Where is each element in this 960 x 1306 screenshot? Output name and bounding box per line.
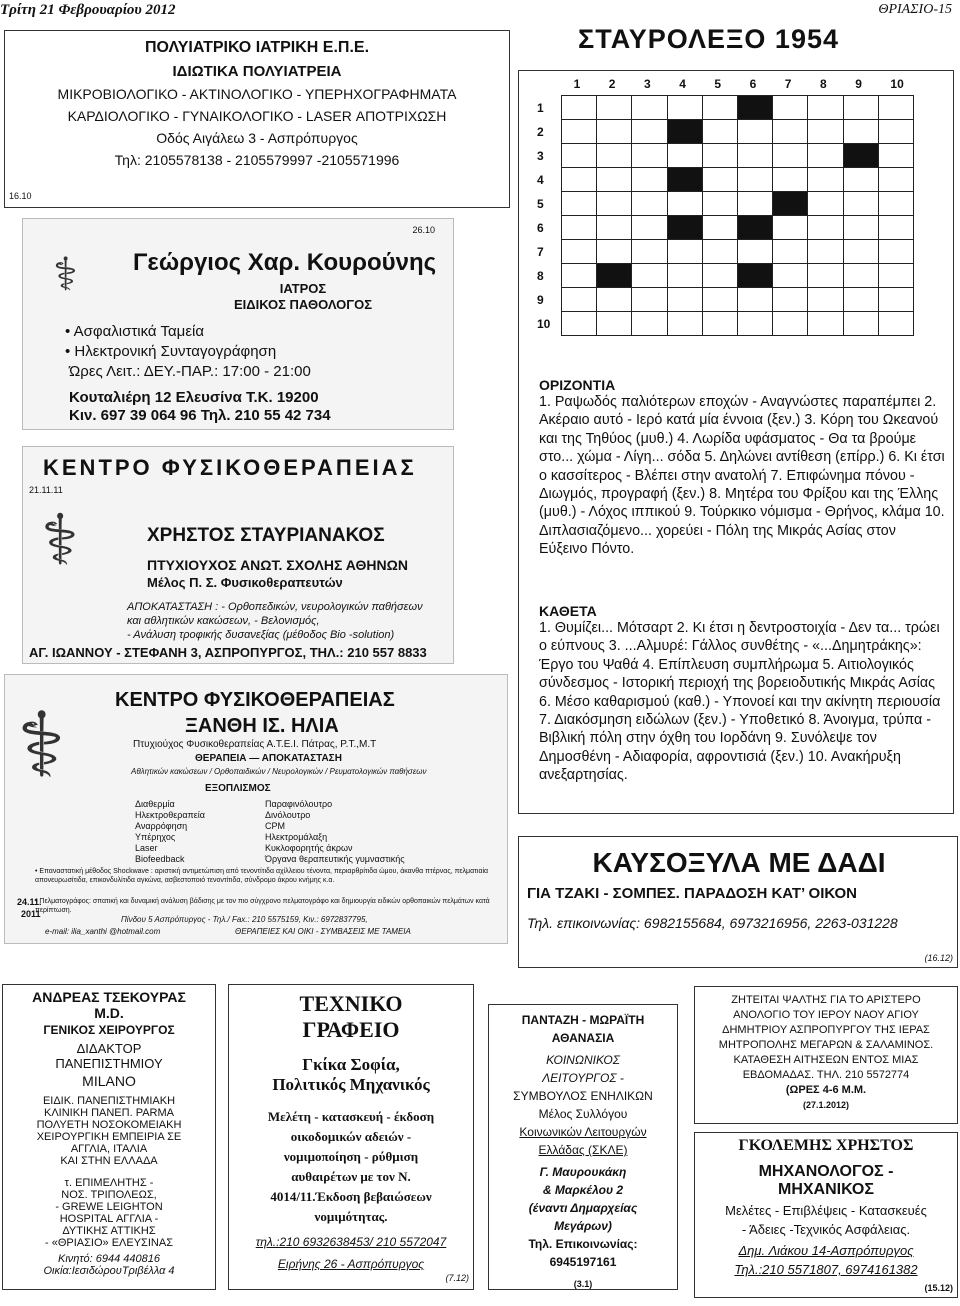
page-label: ΘΡΙΑΣΙΟ-15: [878, 2, 952, 17]
crossword-black-cell: [737, 263, 773, 288]
row-number: 7: [537, 245, 544, 259]
ad-heading: ΚΕΝΤΡΟ ΦΥΣΙΚΟΘΕΡΑΠΕΙΑΣ: [115, 689, 395, 711]
ad-subtitle: ΓΙΑ ΤΖΑΚΙ - ΣΟΜΠΕΣ. ΠΑΡΑΔΟΣΗ ΚΑΤ’ ΟΙΚΟΝ: [527, 885, 858, 902]
crossword-black-cell: [843, 143, 879, 168]
ad-line: ΔΥΤΙΚΗΣ ΑΤΤΙΚΗΣ: [62, 1225, 156, 1237]
crossword-cell: [667, 95, 703, 120]
crossword-cell: [772, 215, 808, 240]
crossword-cell: [561, 191, 597, 216]
ad-line: ΣΥΜΒΟΥΛΟΣ ΕΝΗΛΙΚΩΝ: [513, 1089, 653, 1103]
ad-line: ΔΗΜΗΤΡΙΟΥ ΑΣΠΡΟΠΥΡΓΟΥ ΤΗΣ ΙΕΡΑΣ: [722, 1024, 930, 1036]
crossword-cell: [772, 311, 808, 336]
crossword-cell: [737, 119, 773, 144]
ad-address: Οδός Αιγάλεω 3 - Ασπρόπυργος: [156, 130, 358, 146]
ad-address: Δημ. Λιάκου 14-Ασπρόπυργος: [738, 1243, 914, 1258]
crossword-cell: [878, 143, 914, 168]
caduceus-icon: ⚕: [41, 499, 79, 581]
crossword-cell: [596, 119, 632, 144]
therapist-member: Μέλος Π. Σ. Φυσικοθεραπευτών: [147, 575, 343, 590]
ad-line: ΔΙΔΑΚΤΟΡ: [76, 1041, 142, 1056]
crossword-cell: [843, 215, 879, 240]
crossword-cell: [807, 95, 843, 120]
crossword-cell: [631, 167, 667, 192]
ad-address: (έναντι Δημαρχείας: [528, 1201, 638, 1215]
column-number: 10: [890, 77, 904, 91]
equipment-item: Biofeedback: [135, 854, 185, 864]
ad-phones: 6945197161: [549, 1255, 617, 1269]
crossword-cell: [631, 191, 667, 216]
ad-line: MILANO: [82, 1073, 136, 1089]
ad-code: 2011: [21, 909, 41, 919]
crossword-cell: [631, 215, 667, 240]
ad-phones: τηλ.:210 6932638453/ 210 5572047: [255, 1235, 447, 1249]
ad-mobile: Κινητό: 6944 440816: [58, 1253, 160, 1265]
ad-line: (ΩΡΕΣ 4-6 Μ.Μ.: [785, 1084, 867, 1096]
crossword-black-cell: [737, 215, 773, 240]
ad-slogan: ΘΕΡΑΠΕΙΕΣ ΚΑΙ ΟΙΚΙ - ΣΥΜΒΑΣΕΙΣ ΜΕ ΤΑΜΕΙΑ: [235, 927, 411, 936]
crossword-cell: [878, 191, 914, 216]
equipment-item: Κυκλοφορητής άκρων: [265, 843, 353, 853]
equipment-item: Δινόλουτρο: [265, 810, 311, 820]
ad-line: Ελλάδας (ΣΚΛΕ): [538, 1143, 628, 1157]
ad-psaltis: [694, 986, 958, 1124]
crossword-cell: [631, 239, 667, 264]
crossword-cell: [631, 263, 667, 288]
crossword-cell: [667, 311, 703, 336]
ad-email: e-mail: ilia_xanthi @hotmail.com: [45, 927, 161, 936]
row-number: 5: [537, 197, 544, 211]
ad-line: Μελέτη - κατασκευή - έκδοση: [267, 1109, 435, 1124]
crossword-cell: [843, 239, 879, 264]
engineer-title: ΜΗΧΑΝΙΚΟΣ: [778, 1181, 874, 1198]
crossword-cell: [878, 119, 914, 144]
crossword-cell: [807, 263, 843, 288]
crossword-cell: [596, 191, 632, 216]
ad-note: • Πελματογράφος: σπατική και δυναμική ανάλυση βάδισης με τον πιο σύγχρονο πελματογράφο και δημιουργία ειδικών ορθοπαικών πελμάτων κατά περίπτωση.: [35, 898, 490, 914]
clues-heading: ΚΑΘΕΤΑ: [539, 603, 597, 619]
ad-heading: ΚΕΝΤΡΟ ΦΥΣΙΚΟΘΕΡΑΠΕΙΑΣ: [43, 455, 417, 480]
ad-address: Γ. Μαυρουκάκη: [539, 1165, 627, 1179]
crossword-cell: [843, 191, 879, 216]
ad-title: ΚΑΥΣΟΞΥΛΑ ΜΕ ΔΑΔΙ: [592, 847, 886, 878]
row-number: 3: [537, 149, 544, 163]
caduceus-icon: ⚕: [17, 693, 66, 798]
ad-therapy: ΘΕΡΑΠΕΙΑ — ΑΠΟΚΑΤΑΣΤΑΣΗ: [195, 753, 342, 764]
ad-phones: Τηλ. επικοινωνίας: 6982155684, 6973216956, 2263-031228: [527, 915, 898, 931]
column-number: 8: [820, 77, 827, 91]
clues-text: 1. Θυμίζει... Μότσαρτ 2. Κι έτσι η δεντροστοιχία - Δεν τα... τρώει ο εύπνους 3. ...Αλμυρέ: Γάλλος συνθέτης - «...Δημητράκης»: Έργο του Ψαθά 4. Επίπλευση συμπλήρωμα 5. Αιτιολογικός σύνδεσμος - Ιστορική περιοχή της βορειοδυτικής Μικράς Ασίας 6. Μέσο καθαρισμού (καθ.) - Υπονοεί και την ακίνητη περιουσία 7. Διακόσμηση ειδώλων (ξεν.) - Υποθετικό 8. Άνοιγμα, τρύπα - Βιβλική πόλη στην όχθη του Ιορδάνη 9. Συνόλεψε τον Δημοσθένη - Αδιαφορία, αφροντισιά (ξεν.) 10. Ανακήρυξη ανεξαρτησίας.: [539, 620, 941, 784]
doctor-name: ΑΝΔΡΕΑΣ ΤΣΕΚΟΥΡΑΣ: [32, 989, 186, 1005]
crossword-cell: [878, 167, 914, 192]
ad-address: Κουταλιέρη 12 Ελευσίνα Τ.Κ. 19200: [69, 389, 319, 406]
equipment-item: Υπέρηχος: [135, 832, 176, 842]
ad-line: ΑΝΟΛΟΓΙΟ ΤΟΥ ΙΕΡΟΥ ΝΑΟΥ ΑΓΙΟΥ: [733, 1009, 919, 1021]
crossword-cell: [807, 239, 843, 264]
crossword-cell: [772, 239, 808, 264]
ad-line: ΕΒΔΟΜΑΔΑΣ. ΤΗΛ. 210 5572774: [742, 1069, 910, 1081]
crossword-cell: [737, 167, 773, 192]
engineer-name: ΓΚΟΛΕΜΗΣ ΧΡΗΣΤΟΣ: [738, 1137, 914, 1154]
crossword-cell: [737, 311, 773, 336]
crossword-grid: [519, 71, 955, 367]
crossword-cell: [596, 239, 632, 264]
ad-polyiatriko: [4, 30, 510, 208]
therapist-degree: Πτυχιούχος Φυσικοθεραπείας Α.Τ.Ε.Ι. Πάτρας, Ρ.Τ.,Μ.Τ: [133, 739, 377, 750]
column-number: 2: [608, 77, 616, 91]
ad-name: ΠΑΝΤΑΖΗ - ΜΩΡΑΪΤΗ: [521, 1013, 645, 1027]
crossword-cell: [843, 263, 879, 288]
ad-phones-label: Τηλ. Επικοινωνίας:: [528, 1237, 638, 1251]
equipment-left-list: [135, 799, 205, 865]
doctor-title: ΙΑΤΡΟΣ: [279, 281, 327, 296]
ad-code: (16.12): [924, 953, 953, 963]
ad-xanthi: [4, 674, 508, 944]
crossword-cell: [737, 239, 773, 264]
crossword-cell: [631, 95, 667, 120]
row-number: 9: [537, 293, 544, 307]
ad-name: ΑΘΑΝΑΣΙΑ: [551, 1031, 615, 1045]
crossword-cell: [878, 215, 914, 240]
crossword-cell: [631, 119, 667, 144]
engineer-name: Γκίκα Σοφία,: [302, 1055, 400, 1074]
ad-title: ΠΟΛΥΙΑΤΡΙΚΟ ΙΑΤΡΙΚΗ Ε.Π.Ε.: [144, 39, 370, 56]
crossword-cell: [596, 215, 632, 240]
crossword-cell: [807, 191, 843, 216]
ad-line: ΚΑΤΑΘΕΣΗ ΑΙΤΗΣΕΩΝ ΕΝΤΟΣ ΜΙΑΣ: [733, 1054, 919, 1066]
equipment-item: Παραφινόλουτρο: [265, 799, 333, 809]
crossword-cell: [772, 119, 808, 144]
ad-phones: Κιν. 697 39 064 96 Τηλ. 210 55 42 734: [69, 407, 331, 424]
crossword-cell: [737, 191, 773, 216]
crossword-black-cell: [667, 119, 703, 144]
crossword-cell: [561, 311, 597, 336]
crossword-black-cell: [737, 95, 773, 120]
engineer-title: ΜΗΧΑΝΟΛΟΓΟΣ -: [758, 1163, 894, 1180]
ad-bullet: • Ηλεκτρονική Συνταγογράφηση: [65, 343, 277, 360]
clues-horizontal: [539, 377, 945, 559]
doctor-degree: M.D.: [94, 1005, 124, 1021]
crossword-cell: [561, 167, 597, 192]
column-number: 5: [714, 77, 722, 91]
ad-line: ΚΛΙΝΙΚΗ ΠΑΝΕΠ. PARMA: [44, 1107, 174, 1119]
crossword-cell: [772, 287, 808, 312]
ad-line: ΧΕΙΡΟΥΡΓΙΚΗ ΕΜΠΕΙΡΙΑ ΣΕ: [36, 1131, 182, 1143]
ad-note: • Επαναστατική μέθοδος Shockwave : αριστική αντιμετώπιση από τενοντίτιδα αχίλλειου τένοντα, περιαρθρίτιδα ώμου, άκανθα πτέρνας, πελματιαία απονευρωσίτιδα, επικονδυλίτιδα αγκώνα, ασβεστοποιό τενοντίτιδα, σύνδρομο άκρου κνήμης κ.α.: [35, 868, 489, 884]
crossword-black-cell: [667, 215, 703, 240]
crossword-cell: [843, 95, 879, 120]
caduceus-icon: ⚕: [53, 247, 78, 301]
crossword-cell: [561, 143, 597, 168]
crossword-cell: [807, 119, 843, 144]
ad-line: νομιμότητας.: [314, 1209, 388, 1224]
clues-vertical: [539, 603, 945, 785]
doctor-specialty: ΓΕΝΙΚΟΣ ΧΕΙΡΟΥΡΓΟΣ: [43, 1023, 175, 1037]
crossword-cell: [702, 263, 738, 288]
crossword-cell: [772, 143, 808, 168]
doctor-name: Γεώργιος Χαρ. Κουρούνης: [133, 249, 437, 276]
ad-line: ΚΑΙ ΣΤΗΝ ΕΛΛΑΔΑ: [60, 1155, 158, 1167]
ad-home: Οικία:ΙεσιδώρουΤριβέλλα 4: [43, 1265, 175, 1277]
ad-title: ΓΡΑΦΕΙΟ: [302, 1017, 400, 1042]
crossword-black-cell: [596, 263, 632, 288]
ad-therapy-sub: Αθλητικών κακώσεων / Ορθοπαιδικών / Νευρολογικών / Ρευματολογικών παθήσεων: [131, 767, 427, 776]
ad-line: HOSPITAL ΑΓΓΛΙΑ -: [59, 1213, 159, 1225]
equipment-item: Διαθερμία: [135, 799, 175, 809]
ad-line: ΚΟΙΝΩΝΙΚΟΣ: [546, 1053, 620, 1067]
crossword-cell: [596, 287, 632, 312]
doctor-specialty: ΕΙΔΙΚΟΣ ΠΑΘΟΛΟΓΟΣ: [233, 297, 373, 312]
crossword-cell: [807, 167, 843, 192]
equipment-right-list: [265, 799, 405, 865]
equipment-item: Όργανα θεραπευτικής γυμναστικής: [265, 854, 405, 864]
crossword-cell: [702, 311, 738, 336]
equipment-item: Laser: [135, 843, 158, 853]
crossword-cell: [843, 167, 879, 192]
ad-code: 21.11.11: [29, 485, 63, 495]
crossword-cell: [772, 263, 808, 288]
crossword-cell: [878, 287, 914, 312]
ad-line: ΑΓΓΛΙΑ, ΙΤΑΛΙΑ: [70, 1143, 148, 1155]
ad-line: Μέλος Συλλόγου: [538, 1107, 628, 1121]
crossword-cell: [561, 287, 597, 312]
ad-line: ΜΗΤΡΟΠΟΛΗΣ ΜΕΓΑΡΩΝ & ΣΑΛΑΜΙΝΟΣ.: [718, 1039, 934, 1051]
ad-equipment-title: ΕΞΟΠΛΙΣΜΟΣ: [205, 783, 271, 794]
ad-address: ΑΓ. ΙΩΑΝΝΟΥ - ΣΤΕΦΑΝΗ 3, ΑΣΠΡΟΠΥΡΓΟΣ, ΤΗΛ.: 210 557 8833: [29, 645, 427, 660]
crossword-cell: [772, 167, 808, 192]
crossword-cell: [667, 263, 703, 288]
ad-address: Μεγάρων): [554, 1219, 612, 1233]
ad-code: (7.12): [445, 1273, 469, 1283]
row-number: 2: [537, 125, 544, 139]
crossword-cell: [667, 143, 703, 168]
ad-line: - GREWE LEIGHTON: [55, 1201, 163, 1213]
column-number: 9: [855, 77, 862, 91]
therapist-name: ΧΡΗΣΤΟΣ ΣΤΑΥΡΙΑΝΑΚΟΣ: [147, 525, 385, 546]
ad-line: αυθαιρέτων με τον Ν.: [291, 1169, 411, 1184]
clues-heading: ΟΡΙΖΟΝΤΙΑ: [539, 377, 616, 393]
ad-phones: Τηλ.:210 5571807, 6974161382: [734, 1262, 918, 1277]
crossword-cell: [737, 287, 773, 312]
crossword-cell: [807, 287, 843, 312]
crossword-cell: [702, 119, 738, 144]
ad-services: και αθλητικών κακώσεων, - Βελονισμός,: [127, 615, 320, 627]
crossword-cell: [561, 119, 597, 144]
column-number: 6: [749, 77, 757, 91]
crossword-cell: [807, 143, 843, 168]
ad-services: ΑΠΟΚΑΤΑΣΤΑΣΗ : - Ορθοπεδικών, νευρολογικών παθήσεων: [127, 601, 423, 613]
crossword-cell: [878, 95, 914, 120]
ad-code: (15.12): [924, 1283, 953, 1293]
ad-line: Μελέτες - Επιβλέψεις - Κατασκευές: [725, 1203, 927, 1218]
row-number: 4: [537, 173, 544, 187]
ad-kourounis: [22, 218, 454, 430]
crossword-cell: [702, 215, 738, 240]
ad-line: ΠΑΝΕΠΙΣΤΗΜΙΟΥ: [55, 1056, 163, 1071]
ad-subtitle: ΙΔΙΩΤΙΚΑ ΠΟΛΥΙΑΤΡΕΙΑ: [172, 63, 342, 80]
ad-line: οικοδομικών αδειών -: [290, 1129, 412, 1144]
crossword-cell: [878, 239, 914, 264]
crossword-black-cell: [772, 191, 808, 216]
column-number: 4: [679, 77, 686, 91]
crossword-cell: [561, 263, 597, 288]
ad-line: Κοινωνικών Λειτουργών: [519, 1125, 647, 1139]
column-number: 1: [573, 77, 581, 91]
crossword-cell: [878, 311, 914, 336]
ad-address: Ειρήνης 26 - Ασπρόπυργος: [277, 1257, 425, 1271]
therapist-name: ΞΑΝΘΗ ΙΣ. ΗΛΙΑ: [185, 715, 339, 737]
crossword-panel: [518, 70, 954, 814]
crossword-cell: [878, 263, 914, 288]
equipment-item: Αναρρόφηση: [135, 821, 188, 831]
ad-code: (27.1.2012): [802, 1100, 850, 1110]
engineer-title: Πολιτικός Μηχανικός: [272, 1075, 430, 1094]
crossword-cell: [631, 311, 667, 336]
crossword-cell: [667, 239, 703, 264]
ad-techniko: [228, 984, 474, 1290]
equipment-item: CPM: [265, 821, 285, 831]
ad-services: - Ανάλυση τροφικής δυσανεξίας (μέθοδος Bio -solution): [127, 629, 395, 641]
row-number: 1: [537, 101, 544, 115]
ad-address: Πίνδου 5 Ασπρόπυργος - Τηλ./ Fax.: 210 5575159, Κιν.: 6972837795,: [121, 915, 368, 924]
crossword-cell: [843, 119, 879, 144]
crossword-cell: [596, 311, 632, 336]
crossword-cell: [561, 95, 597, 120]
ad-line: ΕΙΔΙΚ. ΠΑΝΕΠΙΣΤΗΜΙΑΚΗ: [42, 1095, 176, 1107]
equipment-item: Ηλεκτροθεραπεία: [135, 810, 205, 820]
crossword-cell: [702, 191, 738, 216]
crossword-cell: [561, 239, 597, 264]
crossword-cell: [702, 95, 738, 120]
ad-hours: Ώρες Λειτ.: ΔΕΥ.-ΠΑΡ.: 17:00 - 21:00: [69, 363, 311, 380]
ad-address: & Μαρκέλου 2: [542, 1183, 624, 1197]
crossword-cell: [807, 215, 843, 240]
ad-code: (3.1): [573, 1279, 593, 1289]
ad-line: - Άδειες -Τεχνικός Ασφάλειας.: [741, 1222, 911, 1237]
ad-line: ΚΑΡΔΙΟΛΟΓΙΚΟ - ΓΥΝΑΙΚΟΛΟΓΙΚΟ - LASER ΑΠΟΤΡΙΧΩΣΗ: [67, 108, 447, 124]
ad-title: ΤΕΧΝΙΚΟ: [299, 991, 403, 1016]
crossword-cell: [737, 143, 773, 168]
ad-line: - «ΘΡΙΑΣΙΟ» ΕΛΕΥΣΙΝΑΣ: [44, 1237, 173, 1249]
ad-phones: Τηλ: 2105578138 - 2105579997 -2105571996: [114, 152, 400, 168]
ad-line: 4014/11.Έκδοση βεβαιώσεων: [270, 1189, 432, 1204]
crossword-cell: [561, 215, 597, 240]
crossword-cell: [807, 311, 843, 336]
crossword-cell: [596, 143, 632, 168]
ad-golemis: [694, 1132, 958, 1298]
crossword-cell: [702, 239, 738, 264]
equipment-item: Ηλεκτρομάλαξη: [265, 832, 328, 842]
crossword-cell: [843, 287, 879, 312]
ad-line: ΠΟΛΥΕΤΗ ΝΟΣΟΚΟΜΕΙΑΚΗ: [36, 1119, 182, 1131]
ad-line: ΖΗΤΕΙΤΑΙ ΨΑΛΤΗΣ ΓΙΑ ΤΟ ΑΡΙΣΤΕΡΟ: [731, 994, 921, 1006]
crossword-cell: [596, 95, 632, 120]
clues-text: 1. Ραψωδός παλιότερων εποχών - Αναγνώστες παραπέμπει 2. Ακέραιο αυτό - Ιερό κατά μία έννοια (ξεν.) 3. Κόρη του Ωκεανού και της Τηθύος (μυθ.) 4. Λωρίδα υφάσματος - Θα τα βρούμε στο... χώμα - Λίγη... σόδα 5. Δηλώνει αντίθεση (επίρρ.) 6. Κι έτσι ο κασσίτερος - Βλέπει στην ανατολή 7. Επιφώνημα πόνου - Διωγμός, προγραφή (ξεν.) 8. Μητέρα του Φρίξου και της Έλλης (μυθ.) - Λόχος ιππικού 9. Τούρκικο νόμισμα - Θρήνος, κλάμα 10. Διπλασιαζόμενο... χορεύει - Πόλη της Μικράς Ασίας στον Εύξεινο Πόντο.: [539, 394, 945, 558]
therapist-degree: ΠΤΥΧΙΟΥΧΟΣ ΑΝΩΤ. ΣΧΟΛΗΣ ΑΘΗΝΩΝ: [147, 557, 408, 573]
crossword-cell: [596, 167, 632, 192]
crossword-cell: [843, 311, 879, 336]
crossword-cell: [702, 143, 738, 168]
ad-bullet: • Ασφαλιστικά Ταμεία: [65, 323, 205, 340]
ad-pantazi: [488, 1004, 678, 1290]
crossword-cell: [702, 167, 738, 192]
ad-line: ΜΙΚΡΟΒΙΟΛΟΓΙΚΟ - ΑΚΤΙΝΟΛΟΓΙΚΟ - ΥΠΕΡΗΧΟΓΡΑΦΗΜΑΤΑ: [57, 86, 457, 102]
ad-line: ΝΟΣ. ΤΡΙΠΟΛΕΩΣ,: [61, 1189, 157, 1201]
row-number: 8: [537, 269, 544, 283]
ad-line: ΛΕΙΤΟΥΡΓΟΣ -: [542, 1071, 624, 1085]
crossword-black-cell: [667, 167, 703, 192]
ad-code: 16.10: [9, 191, 32, 201]
newspaper-date: Τρίτη 21 Φεβρουαρίου 2012: [0, 2, 176, 18]
ad-kausoxyla: [518, 836, 958, 968]
crossword-cell: [667, 287, 703, 312]
ad-line: τ. ΕΠΙΜΕΛΗΤΗΣ -: [64, 1177, 154, 1189]
ad-tsekouras: [2, 984, 216, 1290]
crossword-cell: [631, 287, 667, 312]
ad-code: 26.10: [412, 225, 435, 235]
crossword-cell: [667, 191, 703, 216]
row-number: 10: [537, 317, 551, 331]
ad-code: 24.11.: [17, 897, 42, 907]
crossword-cell: [772, 95, 808, 120]
row-number: 6: [537, 221, 544, 235]
ad-line: νομιμοποίηση - ρύθμιση: [283, 1149, 419, 1164]
column-number: 7: [784, 77, 792, 91]
crossword-cell: [631, 143, 667, 168]
crossword-title: ΣΤΑΥΡΟΛΕΞΟ 1954: [578, 24, 839, 54]
crossword-cell: [702, 287, 738, 312]
ad-stavrianakos: [22, 446, 454, 664]
column-number: 3: [644, 77, 651, 91]
